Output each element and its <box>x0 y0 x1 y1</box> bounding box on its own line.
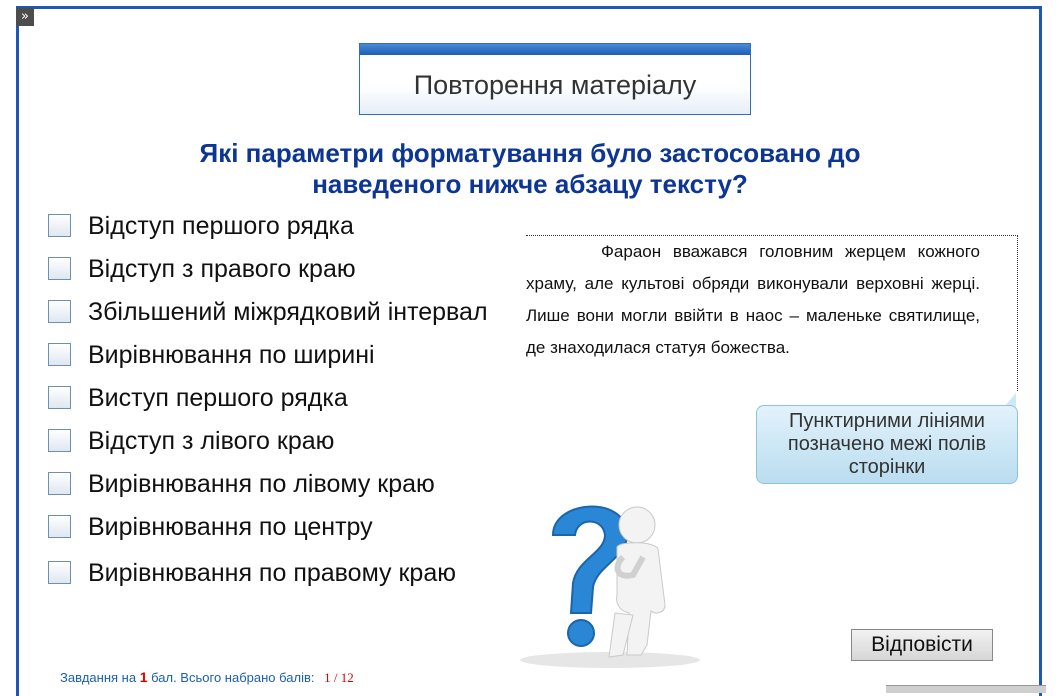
sample-paragraph: Фараон вважався головним жерцем кожного храму, але культові обряди виконували верховні жерці. Лише вони могли ввійти в наос – маленьке святилище, де знаходилася статуя божества. <box>526 242 980 357</box>
checkbox[interactable] <box>48 515 71 538</box>
checkbox[interactable] <box>48 214 71 237</box>
question-mark-icon <box>553 507 627 613</box>
option-label: Збільшений міжрядковий інтервал <box>88 298 488 326</box>
option-label: Відступ з лівого краю <box>88 427 335 455</box>
thinking-figure-illustration <box>505 495 715 670</box>
title-banner <box>359 43 751 115</box>
expand-panel-button[interactable]: » <box>16 8 34 26</box>
option-label: Вирівнювання по правому краю <box>88 559 456 587</box>
option-label: Вирівнювання по ширині <box>88 341 375 369</box>
checkbox[interactable] <box>48 386 71 409</box>
question-line-1: Які параметри форматування було застосовано до <box>199 138 861 168</box>
checkbox[interactable] <box>48 429 71 452</box>
status-prefix: Завдання на <box>60 670 137 685</box>
option-label: Відступ першого рядка <box>88 212 354 240</box>
question-line-2: наведеного нижче абзацу тексту? <box>312 169 748 199</box>
checkbox[interactable] <box>48 257 71 280</box>
score-status <box>60 669 354 686</box>
option-label: Відступ з правого краю <box>88 255 356 283</box>
question-text <box>130 138 930 200</box>
page-title: Повторення матеріалу <box>413 70 697 100</box>
checkbox[interactable] <box>48 561 71 584</box>
option-label: Виступ першого рядка <box>88 384 348 412</box>
total-score: 1 / 12 <box>324 670 354 685</box>
status-middle: бал. Всього набрано балів: <box>151 670 315 685</box>
checkbox[interactable] <box>48 343 71 366</box>
answer-button[interactable]: Відповісти <box>851 629 993 661</box>
option-label: Вирівнювання по лівому краю <box>88 470 435 498</box>
sample-paragraph-box <box>526 235 1018 391</box>
title-banner-bar <box>360 44 750 55</box>
figure-head <box>619 507 655 543</box>
task-points: 1 <box>139 669 148 685</box>
checkbox[interactable] <box>48 472 71 495</box>
option-label: Вирівнювання по центру <box>88 513 373 541</box>
checkbox[interactable] <box>48 300 71 323</box>
hint-callout: Пунктирними лініями позначено межі полів сторінки <box>756 405 1018 484</box>
question-mark-dot <box>568 620 594 646</box>
